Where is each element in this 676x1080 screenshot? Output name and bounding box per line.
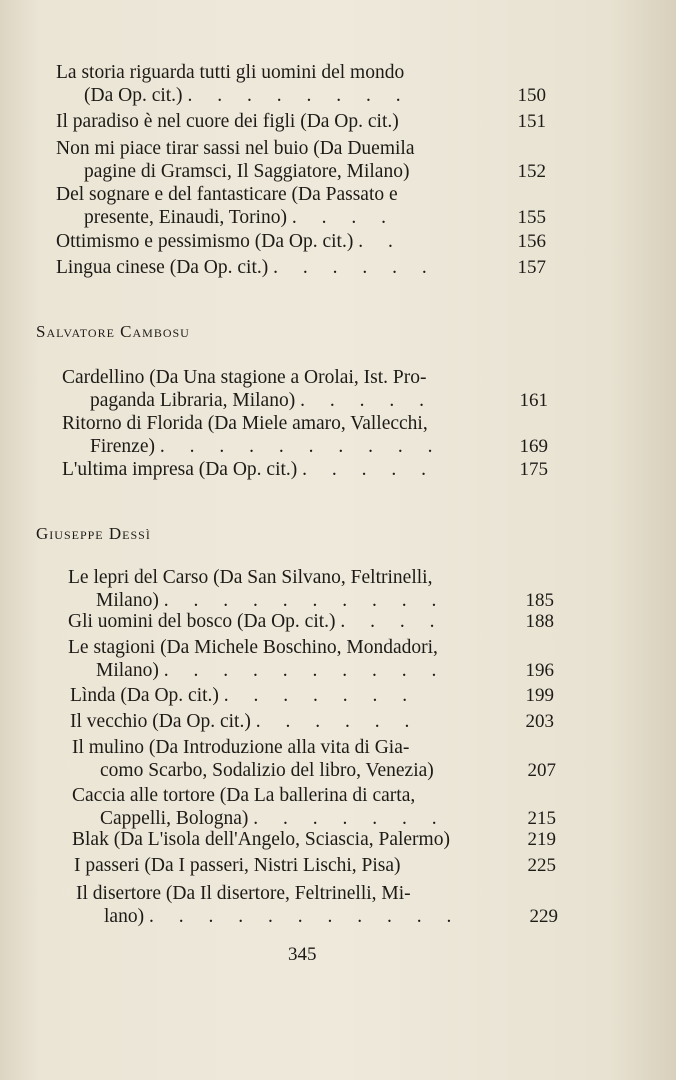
entry-page: 155 — [517, 207, 546, 228]
leader-dots: . . . . . . . — [223, 685, 418, 706]
toc-entry — [68, 610, 554, 633]
entry-continuation: Milano) — [96, 660, 159, 681]
toc-entry — [62, 366, 548, 412]
toc-entry — [72, 736, 556, 782]
entry-page: 196 — [525, 660, 554, 681]
entry-title: Le lepri del Carso (Da San Silvano, Feltrinelli, — [68, 567, 433, 588]
toc-entry — [62, 458, 548, 481]
leader-dots: . . . . . . . . . . — [159, 436, 443, 457]
entry-page: 169 — [519, 436, 548, 457]
entry-continuation: lano) — [104, 906, 145, 927]
entry-continuation: Cappelli, Bologna) — [100, 808, 249, 829]
leader-dots: . . . . . . . . . . — [163, 590, 447, 611]
toc-entry — [72, 784, 556, 830]
entry-title: Cardellino (Da Una stagione a Orolai, Ist. Pro- — [62, 367, 427, 388]
leader-dots: . . . . — [291, 207, 396, 228]
entry-continuation: Milano) — [96, 590, 159, 611]
entry-page: 207 — [527, 760, 556, 781]
author-heading: Giuseppe Dessì — [36, 524, 151, 543]
leader-dots: . . . . . — [300, 390, 434, 411]
leader-dots: . . . . . . — [255, 711, 420, 732]
entry-title: Il mulino (Da Introduzione alla vita di Gia- — [72, 737, 410, 758]
entry-continuation: presente, Einaudi, Torino) — [84, 207, 287, 228]
leader-dots: . . . . . . . . — [187, 85, 411, 106]
entry-title: I passeri (Da I passeri, Nistri Lischi, Pisa) — [74, 855, 401, 876]
entry-title: Caccia alle tortore (Da La ballerina di carta, — [72, 785, 416, 806]
entry-page: 175 — [519, 459, 548, 480]
toc-entry — [56, 137, 546, 183]
entry-page: 203 — [525, 711, 554, 732]
entry-page: 151 — [517, 111, 546, 132]
leader-dots: . . . . — [340, 611, 445, 632]
entry-title: Lìnda (Da Op. cit.) — [70, 685, 219, 706]
entry-page: 156 — [517, 231, 546, 252]
entry-continuation: Firenze) — [90, 436, 155, 457]
entry-title: Ritorno di Florida (Da Miele amaro, Vallecchi, — [62, 413, 428, 434]
entry-continuation: pagine di Gramsci, Il Saggiatore, Milano) — [84, 161, 410, 182]
entry-title: La storia riguarda tutti gli uomini del mondo — [56, 62, 405, 83]
toc-entry — [56, 183, 546, 229]
entry-title: Lingua cinese (Da Op. cit.) — [56, 257, 269, 278]
leader-dots: . . . . . . — [273, 257, 437, 278]
entry-title: L'ultima impresa (Da Op. cit.) — [62, 459, 298, 480]
entry-title: Il paradiso è nel cuore dei figli (Da Op. cit.) — [56, 111, 399, 132]
entry-page: 225 — [527, 855, 556, 876]
entry-page: 229 — [529, 906, 558, 927]
toc-entry — [56, 61, 546, 107]
toc-entry — [68, 636, 554, 682]
toc-entry — [56, 230, 546, 253]
entry-page: 199 — [525, 685, 554, 706]
toc-entry — [68, 566, 554, 612]
toc-entry — [70, 710, 554, 733]
toc-entry — [56, 256, 546, 279]
entry-page: 219 — [527, 829, 556, 850]
entry-page: 157 — [517, 257, 546, 278]
entry-title: Non mi piace tirar sassi nel buio (Da Duemila — [56, 138, 415, 159]
entry-continuation: como Scarbo, Sodalizio del libro, Venezia) — [100, 760, 434, 781]
leader-dots: . . . . . . . . . . . — [148, 906, 462, 927]
entry-page: 152 — [517, 161, 546, 182]
leader-dots: . . . . . . . — [253, 808, 447, 829]
entry-title: Le stagioni (Da Michele Boschino, Mondadori, — [68, 637, 438, 658]
entry-page: 150 — [517, 85, 546, 106]
leader-dots: . . — [358, 231, 403, 252]
entry-page: 188 — [525, 611, 554, 632]
leader-dots: . . . . . — [302, 459, 437, 480]
toc-entry — [72, 828, 556, 851]
entry-page: 185 — [525, 590, 554, 611]
entry-title: Gli uomini del bosco (Da Op. cit.) — [68, 611, 336, 632]
entry-title: Il vecchio (Da Op. cit.) — [70, 711, 251, 732]
entry-title: Del sognare e del fantasticare (Da Passato e — [56, 184, 398, 205]
entry-title: Blak (Da L'isola dell'Angelo, Sciascia, Palermo) — [72, 829, 450, 850]
toc-entry — [74, 854, 556, 877]
leader-dots: . . . . . . . . . . — [163, 660, 447, 681]
toc-entry — [70, 684, 554, 707]
entry-title: Il disertore (Da Il disertore, Feltrinelli, Mi- — [76, 883, 411, 904]
entry-continuation: paganda Libraria, Milano) — [90, 390, 296, 411]
entry-title: Ottimismo e pessimismo (Da Op. cit.) — [56, 231, 354, 252]
entry-continuation: (Da Op. cit.) — [84, 85, 183, 106]
page-number: 345 — [288, 944, 317, 965]
author-heading: Salvatore Cambosu — [36, 322, 190, 341]
toc-entry — [76, 882, 558, 928]
toc-entry — [56, 110, 546, 133]
entry-page: 161 — [519, 390, 548, 411]
toc-entry — [62, 412, 548, 458]
entry-page: 215 — [527, 808, 556, 829]
